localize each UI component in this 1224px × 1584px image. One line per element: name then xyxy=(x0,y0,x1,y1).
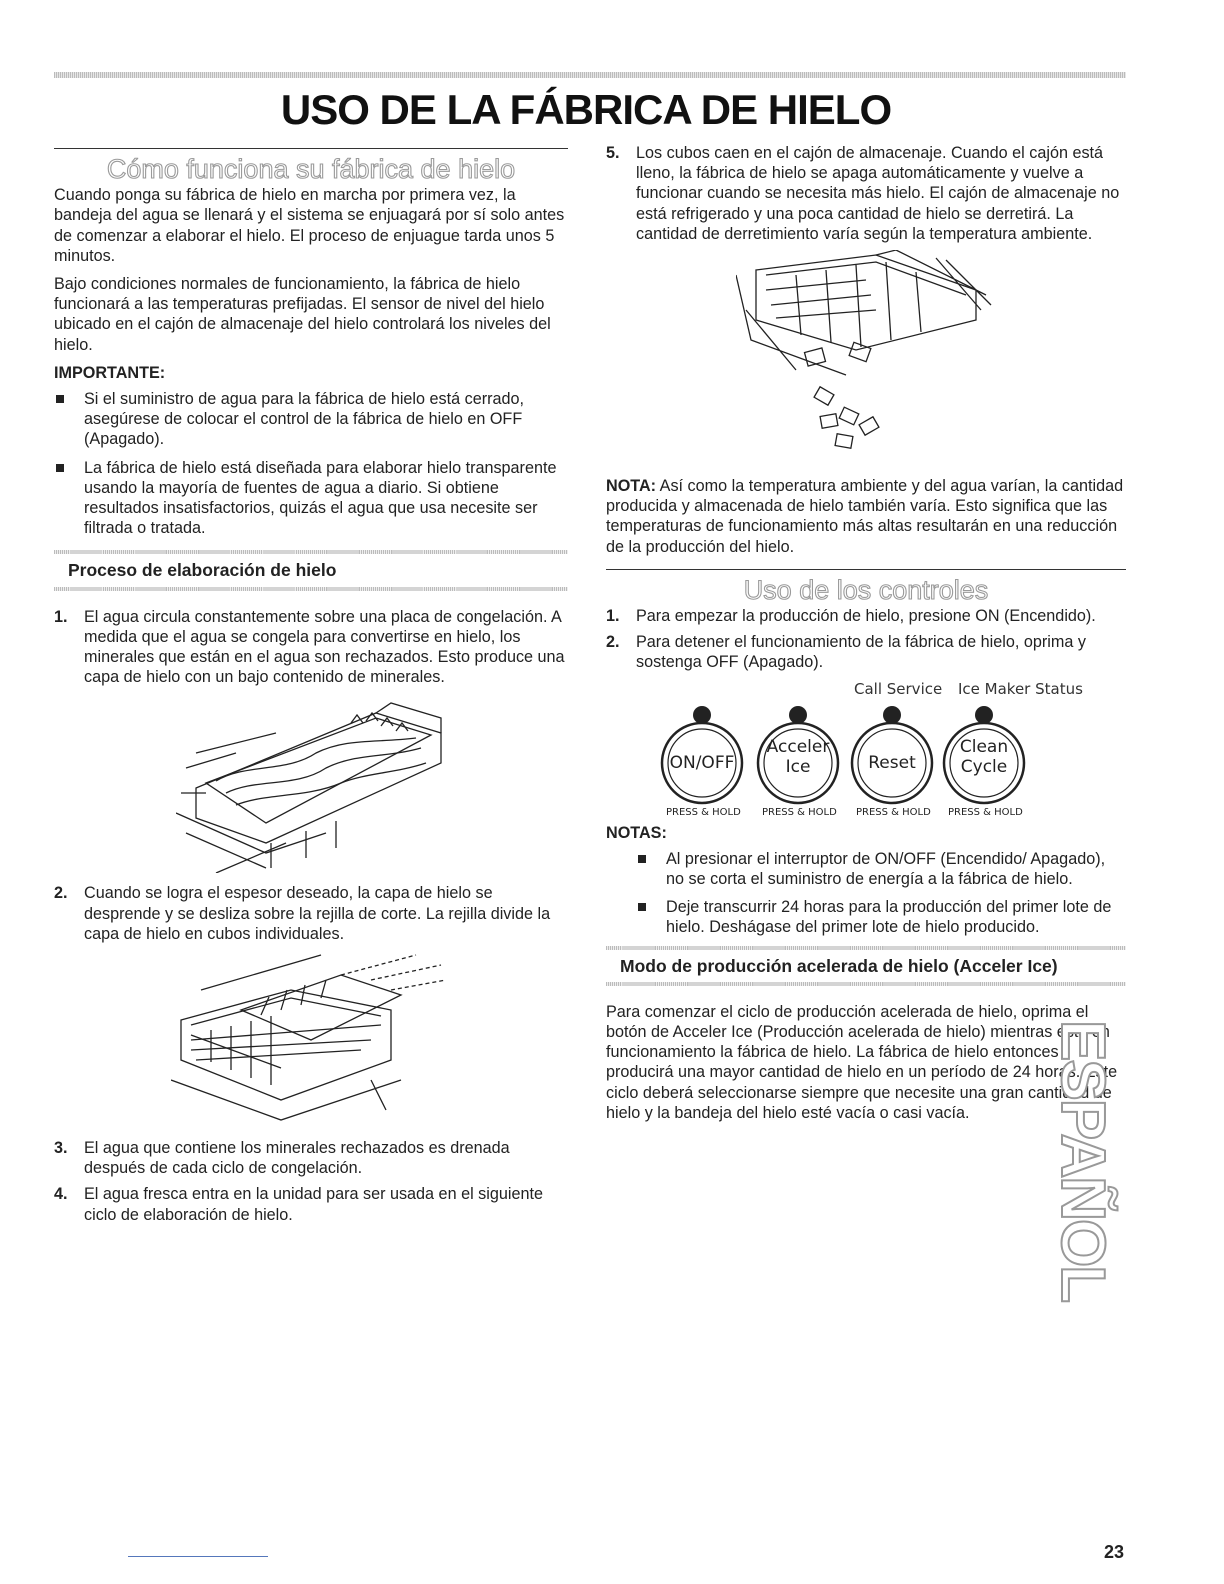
left-column xyxy=(54,148,568,1231)
right-column xyxy=(606,143,1126,1131)
section-title-how-it-works: Cómo funciona su fábrica de hielo xyxy=(106,154,516,184)
indicator-light xyxy=(975,706,993,724)
indicator-light xyxy=(693,706,711,724)
list-item: 3. El agua que contiene los minerales rechazados es drenada después de cada ciclo de congelación. xyxy=(54,1139,510,1178)
list-item: Si el suministro de agua para la fábrica de hielo está cerrado, asegúrese de colocar el control de la fábrica de hielo en OFF (Apagado). xyxy=(54,389,568,450)
ice-bin-illustration xyxy=(736,250,996,470)
ice-maker-status-label: Ice Maker Status xyxy=(958,679,1083,698)
language-side-tab: ESPAÑOL xyxy=(1048,1020,1117,1302)
subhead-acceler-ice: Modo de producción acelerada de hielo (Acceler Ice) xyxy=(606,946,1126,986)
section-rule xyxy=(54,148,568,149)
note-paragraph: NOTA: Así como la temperatura ambiente y del agua varían, la cantidad producida y almacenada de hielo también varía. Esto significa que las temperaturas de funcionamiento más altas resultarán en una reducción de la producción del hielo. xyxy=(606,477,1124,556)
subhead-ice-process: Proceso de elaboración de hielo xyxy=(54,550,568,590)
press-hold-label: PRESS & HOLD xyxy=(666,806,741,818)
list-item: 2. Cuando se logra el espesor deseado, la capa de hielo se desprende y se desliza sobre la rejilla de corte. La rejilla divide la capa de hielo en cubos individuales. xyxy=(54,884,551,943)
bullet-icon xyxy=(56,464,64,472)
important-label: IMPORTANTE: xyxy=(54,363,166,382)
controls-steps-list xyxy=(606,606,1126,673)
list-item: 2. Para detener el funcionamiento de la fábrica de hielo, oprima y sostenga OFF (Apagado). xyxy=(606,633,1086,672)
indicator-light xyxy=(883,706,901,724)
call-service-label: Call Service xyxy=(854,679,943,698)
bullet-icon xyxy=(638,903,646,911)
list-item: 4. El agua fresca entra en la unidad para ser usada en el siguiente ciclo de elaboración de hielo. xyxy=(54,1185,543,1224)
paragraph: Para comenzar el ciclo de producción acelerada de hielo, oprima el botón de Acceler Ice (Producción acelerada de hielo) mientras está en funcionamiento la fábrica de hielo. La fábrica de hielo entonces producirá una mayor cantidad de hielo en un período de 24 horas. Este ciclo deberá seleccionarse siempre que necesite una gran cantidad de hielo y la bandeja del hielo esté vacía o casi vacía. xyxy=(606,1002,1118,1122)
page-title: USO DE LA FÁBRICA DE HIELO xyxy=(280,86,892,133)
list-item: 5. Los cubos caen en el cajón de almacenaje. Cuando el cajón está lleno, la fábrica de hielo se apaga automáticamente y vuelve a funcionar cuando se necesita más hielo. El cajón de almacenaje no está refrigerado y una poca cantidad de hielo se derretirá. La cantidad de derretimiento varía según la temperatura ambiente. xyxy=(606,144,1120,243)
clean-cycle-button[interactable]: Clean Cycle xyxy=(959,736,1009,777)
onoff-button[interactable]: ON/OFF xyxy=(669,752,735,773)
control-panel xyxy=(606,679,1126,819)
press-hold-label: PRESS & HOLD xyxy=(948,806,1023,818)
top-rule xyxy=(54,72,1126,78)
indicator-light xyxy=(789,706,807,724)
paragraph: Cuando ponga su fábrica de hielo en marcha por primera vez, la bandeja del agua se llenará y el sistema se enjuagará por sí solo antes de comenzar a elaborar el hielo. El proceso de enjuague tarda unos 5 minutos. xyxy=(54,186,565,265)
section-rule xyxy=(606,569,1126,570)
bullet-icon xyxy=(638,855,646,863)
steps-list xyxy=(606,143,1126,244)
page-number: 23 xyxy=(1103,1542,1124,1562)
press-hold-label: PRESS & HOLD xyxy=(856,806,931,818)
list-item: 1. Para empezar la producción de hielo, presione ON (Encendido). xyxy=(606,607,1096,626)
steps-list xyxy=(54,883,568,944)
steps-list xyxy=(54,607,568,688)
reset-button[interactable]: Reset xyxy=(868,752,916,773)
section-title-controls: Uso de los controles xyxy=(743,574,989,605)
bottom-line xyxy=(128,1556,268,1557)
acceler-ice-button[interactable]: Acceler Ice xyxy=(766,736,830,777)
important-list xyxy=(54,389,568,538)
notas-label: NOTAS: xyxy=(606,823,667,842)
bullet-icon xyxy=(56,395,64,403)
list-item: Deje transcurrir 24 horas para la producción del primer lote de hielo. Deshágase del primer lote de hielo producido. xyxy=(636,897,1126,937)
cutter-grid-illustration xyxy=(171,950,451,1130)
paragraph: Bajo condiciones normales de funcionamiento, la fábrica de hielo funcionará a las temperaturas prefijadas. El sensor de nivel del hielo ubicado en el cajón de almacenaje del hielo controlará los niveles del hielo. xyxy=(54,275,551,354)
list-item: 1. El agua circula constantemente sobre una placa de congelación. A medida que el agua se congela para convertirse en hielo, los minerales que están en el agua son rechazados. Esto produce una capa de hielo con un bajo contenido de minerales. xyxy=(54,607,565,687)
press-hold-label: PRESS & HOLD xyxy=(762,806,837,818)
steps-list xyxy=(54,1138,568,1225)
freezing-plate-illustration xyxy=(176,693,446,873)
list-item: Al presionar el interruptor de ON/OFF (Encendido/ Apagado), no se corta el suministro de energía a la fábrica de hielo. xyxy=(636,849,1126,889)
list-item: La fábrica de hielo está diseñada para elaborar hielo transparente usando la mayoría de fuentes de agua a diario. Si obtiene resultados insatisfactorios, quizás el agua que usa necesite ser filtrada o tratada. xyxy=(54,458,568,539)
notas-list xyxy=(606,849,1126,938)
